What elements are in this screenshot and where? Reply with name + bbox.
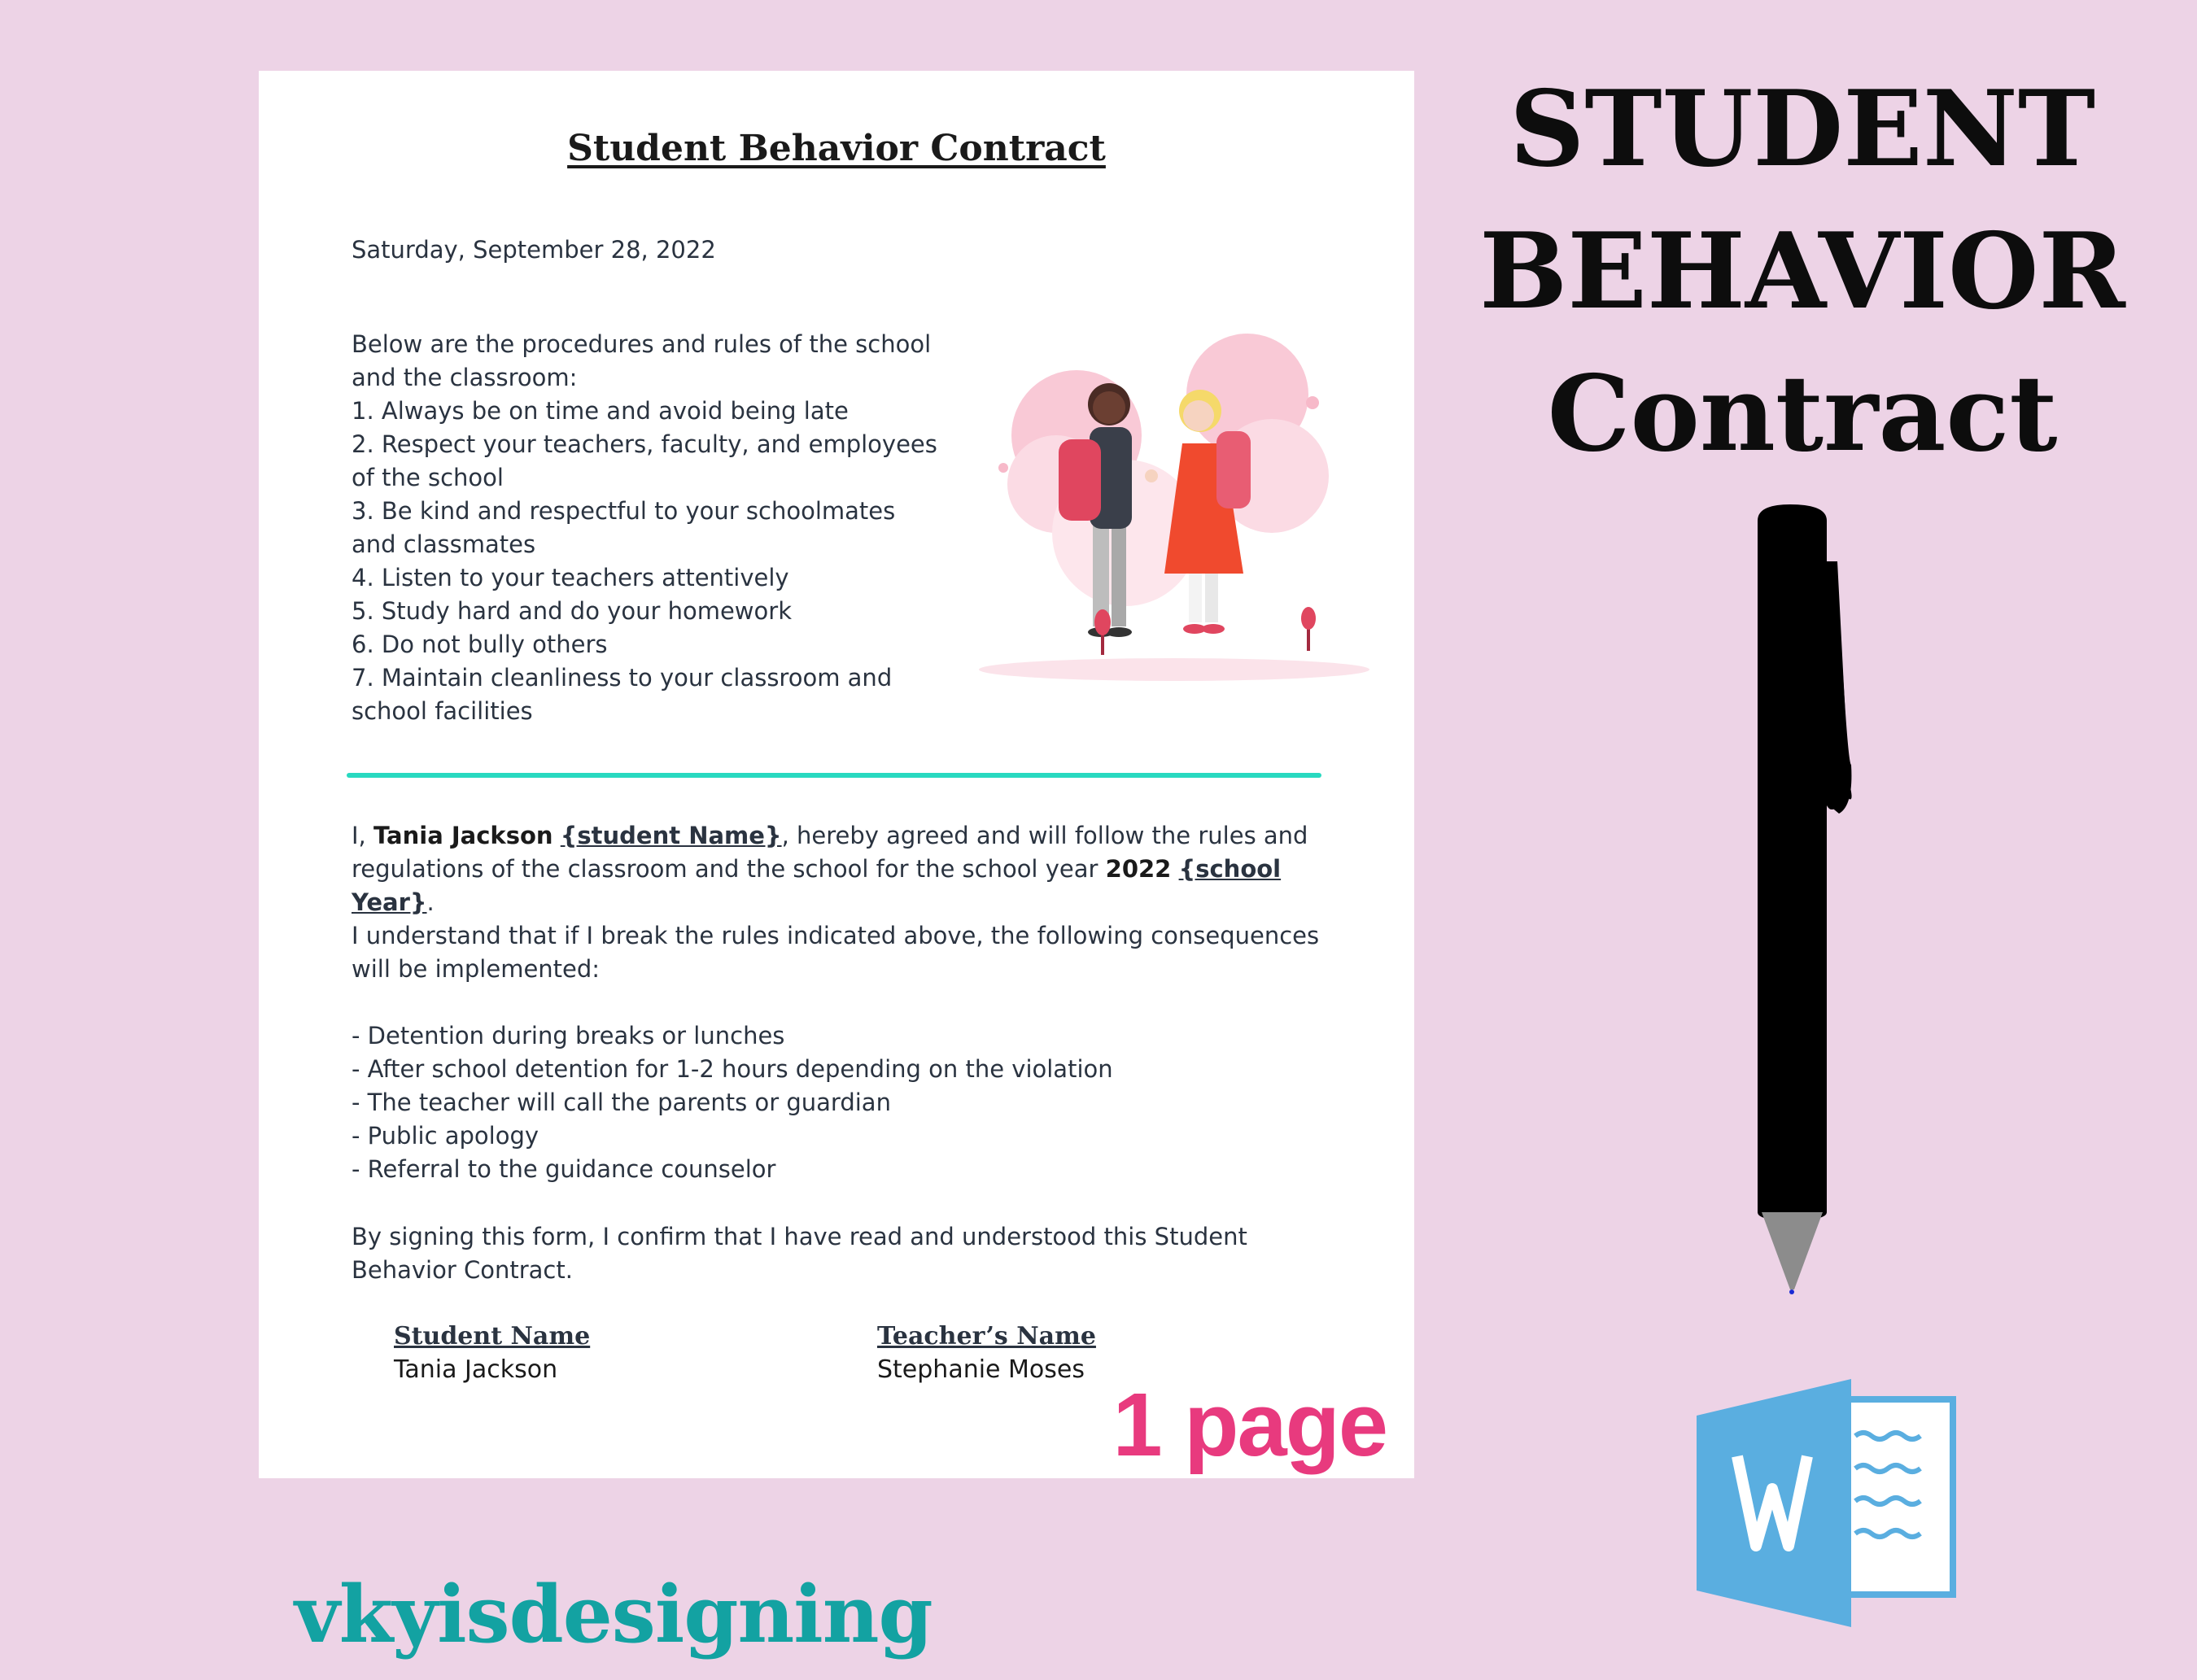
student-signature-block bbox=[394, 1320, 590, 1386]
headline-line: BEHAVIOR bbox=[1479, 211, 2125, 333]
teacher-name-label: Teacher’s Name bbox=[877, 1322, 1096, 1351]
student-name-signed: Tania Jackson bbox=[394, 1355, 558, 1384]
student-name-value: Tania Jackson bbox=[373, 822, 553, 849]
pen-icon bbox=[1725, 504, 1872, 1318]
rules-line: and classmates bbox=[352, 530, 536, 558]
document-page bbox=[259, 71, 1414, 1478]
headline-line: STUDENT bbox=[1509, 68, 2096, 190]
rules-line: 3. Be kind and respectful to your schoolmates bbox=[352, 497, 896, 525]
brand-name: vkyisdesigning bbox=[295, 1569, 933, 1660]
rules-line: 7. Maintain cleanliness to your classroom and bbox=[352, 664, 893, 692]
teacher-signature-block bbox=[877, 1320, 1096, 1386]
document-title: Student Behavior Contract bbox=[567, 128, 1106, 169]
section-divider bbox=[347, 773, 1321, 778]
rules-line: of the school bbox=[352, 464, 504, 491]
headline-line: Contract bbox=[1547, 353, 2058, 475]
consequence-item: - The teacher will call the parents or guardian bbox=[352, 1089, 891, 1116]
rules-line: 5. Study hard and do your homework bbox=[352, 597, 792, 625]
consequence-item: - Public apology bbox=[352, 1122, 539, 1150]
agreement-middle: , hereby agreed and will follow the rules and regulations of the classroom and the school for the school year bbox=[352, 822, 1308, 883]
rules-line: and the classroom: bbox=[352, 364, 578, 391]
student-name-label: Student Name bbox=[394, 1322, 591, 1351]
consequence-item: - After school detention for 1-2 hours depending on the violation bbox=[352, 1055, 1113, 1083]
agreement-paragraph bbox=[352, 819, 1328, 919]
agreement-suffix: . bbox=[426, 888, 435, 916]
confirmation-text: By signing this form, I confirm that I have read and understood this Student Behavior Contract. bbox=[352, 1223, 1247, 1284]
document-date: Saturday, September 28, 2022 bbox=[352, 236, 716, 264]
rules-list bbox=[352, 328, 946, 728]
school-year-value: 2022 bbox=[1105, 855, 1172, 883]
rules-line: 6. Do not bully others bbox=[352, 631, 608, 658]
consequences-intro: I understand that if I break the rules indicated above, the following consequences will be implemented: bbox=[352, 922, 1320, 983]
page-count-badge: 1 page bbox=[1112, 1375, 1387, 1475]
consequence-item: - Referral to the guidance counselor bbox=[352, 1155, 776, 1183]
rules-line: 2. Respect your teachers, faculty, and employees bbox=[352, 430, 937, 458]
students-illustration bbox=[979, 329, 1386, 687]
rules-line: 4. Listen to your teachers attentively bbox=[352, 564, 789, 591]
teacher-name-signed: Stephanie Moses bbox=[877, 1355, 1085, 1384]
consequences-list bbox=[352, 1019, 1113, 1186]
school-year-placeholder: {school Year} bbox=[352, 855, 1282, 916]
rules-line: school facilities bbox=[352, 697, 533, 725]
rules-line: 1. Always be on time and avoid being late bbox=[352, 397, 849, 425]
word-document-icon bbox=[1693, 1375, 1961, 1635]
rules-line: Below are the procedures and rules of the school bbox=[352, 330, 932, 358]
product-headline bbox=[1448, 59, 2156, 486]
student-name-placeholder: {student Name} bbox=[560, 822, 782, 849]
agreement-prefix: I, bbox=[352, 822, 373, 849]
consequence-item: - Detention during breaks or lunches bbox=[352, 1022, 785, 1049]
